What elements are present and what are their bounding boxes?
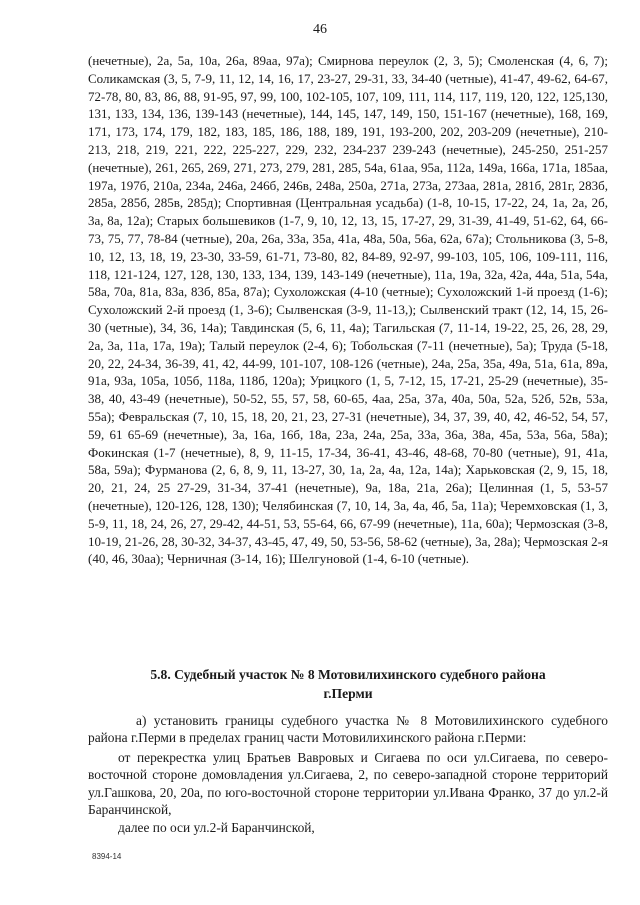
paragraph-boundary-start: от перекрестка улиц Братьев Вавровых и Сигаева по оси ул.Сигаева, по северо-восточной стороне домовладения ул.Сигаева, 2, по северо-западной стороне территорий ул.Гашкова, 20, 20а, по юго-восточной стороне территории ул.Ивана Франко, 37 до ул.2-й Баранчинской, <box>88 750 608 818</box>
paragraph-boundary-continue: далее по оси ул.2-й Баранчинской, <box>118 820 315 835</box>
section-heading-line-1: 5.8. Судебный участок № 8 Мотовилихинского судебного района <box>150 667 546 682</box>
document-code: 8394-14 <box>92 852 122 861</box>
page-number: 46 <box>313 22 327 37</box>
section-heading-line-2: г.Перми <box>323 686 373 701</box>
paragraph-a: а) установить границы судебного участка № 8 Мотовилихинского судебного района г.Перми в пределах границ части Мотовилихинского района г.Перми: <box>88 713 608 746</box>
street-list-paragraph: (нечетные), 2а, 5а, 10а, 26а, 89аа, 97а); Смирнова переулок (2, 3, 5); Смоленская (4, 6, 7); Соликамская (3, 5, 7-9, 11, 12, 14, 16, 17, 23-27, 29-31, 33, 34-40 (четные), 41-47, 49-62, 64-67, 72-78, 80, 83, 86, 88, 91-95, 97, 99, 100, 102-105, 107, 109, 111, 114, 117, 119, 120, 122, 125,130, 131, 133, 134, 136, 139-143 (нечетные), 144, 145, 147, 149, 150, 151-167 (нечетные), 168, 169, 171, 173, 174, 179, 182, 183, 185, 186, 188, 189, 191, 193-200, 202, 203-209 (нечетные), 210-213, 218, 219, 221, 222, 225-227, 229, 232, 234-237 239-243 (нечетные), 245-250, 251-257 (нечетные), 261, 265, 269, 271, 273, 279, 281, 285, 54а, 61аа, 95а, 112а, 149а, 166а, 171а, 185аа, 197а, 197б, 210а, 234а, 246а, 246б, 246в, 248а, 250а, 271а, 273а, 273аа, 281а, 281б, 281г, 283б, 285а, 285б, 285в, 285д); Спортивная (Центральная усадьба) (1-8, 10-15, 17-22, 24, 1а, 2а, 2б, 3а, 8а, 12а); Старых большевиков (1-7, 9, 10, 12, 13, 15, 17-27, 29, 31-39, 41-49, 51-62, 64, 66-73, 75, 77, 78-84 (четные), 20а, 26а, 33а, 35а, 41а, 48а, 50а, 56а, 62а, 67а); Стольникова (3, 5-8, 10, 12, 13, 18, 19, 23-30, 33-59, 61-71, 73-80, 82, 84-89, 92-97, 99-103, 105, 106, 109-111, 116, 118, 121-124, 127, 128, 130, 133, 134, 139, 143-149 (нечетные), 11а, 19а, 32а, 42а, 44а, 51а, 54а, 58а, 70а, 81а, 83а, 83б, 85а, 87а); Сухоложская (4-10 (четные); Сухоложский 1-й проезд (1-6); Сухоложский 2-й проезд (1, 3-6); Сылвенская (3-9, 11-13,); Сылвенский тракт (12, 14, 15, 26-30 (четные), 34, 36, 14а); Тавдинская (5, 6, 11, 4а); Тагильская (7, 11-14, 19-22, 25, 26, 28, 29, 2а, 3а, 11а, 17а, 19а); Талый переулок (2-4, 6); Тобольская (7-11 (нечетные), 5а); Труда (5-18, 20, 22, 24-34, 36-39, 41, 42, 44-99, 101-107, 108-126 (четные), 24а, 25а, 35а, 49а, 51а, 61а, 89а, 91а, 93а, 105а, 105б, 118а, 118б, 120а); Урицкого (1, 5, 7-12, 15, 17-21, 25-29 (нечетные), 35-38, 40, 43-49 (нечетные), 50-52, 55, 57, 58, 60-65, 4аа, 25а, 37а, 40а, 50а, 52а, 52б, 52в, 53а, 55а); Февральская (7, 10, 15, 18, 20, 21, 23, 27-31 (нечетные), 34, 37, 39, 40, 42, 46-52, 54, 57, 59, 61 65-69 (нечетные), 3а, 16а, 16б, 18а, 23а, 24а, 25а, 33а, 36а, 38а, 45а, 53а, 56а, 58а); Фокинская (1-7 (нечетные), 8, 9, 11-15, 17-34, 36-41, 43-46, 48-68, 70-80 (четные), 91, 41а, 58а, 59а); Фурманова (2, 6, 8, 9, 11, 13-27, 30, 1а, 2а, 4а, 12а, 14а); Харьковская (2, 9, 15, 18, 20, 21, 24, 25 27-29, 31-34, 37-41 (нечетные), 9а, 18а, 21а, 26а); Целинная (1, 5, 53-57 (нечетные), 120-126, 128, 130); Челябинская (7, 10, 14, 3а, 4а, 4б, 5а, 11а); Черемховская (1, 3, 5-9, 11, 18, 24, 26, 27, 29-42, 44-51, 53, 55-64, 66, 67-99 (нечетные), 11а, 60а); Чермозская (3-8, 10-19, 21-26, 28, 30-32, 34-37, 43-45, 47, 49, 50, 53-56, 58-62 (четные), 3а, 28а); Чермозская 2-я (40, 46, 30аа); Черничная (3-14, 16); Шелгуновой (1-4, 6-10 (четные). <box>88 53 608 567</box>
section-heading <box>88 665 608 703</box>
